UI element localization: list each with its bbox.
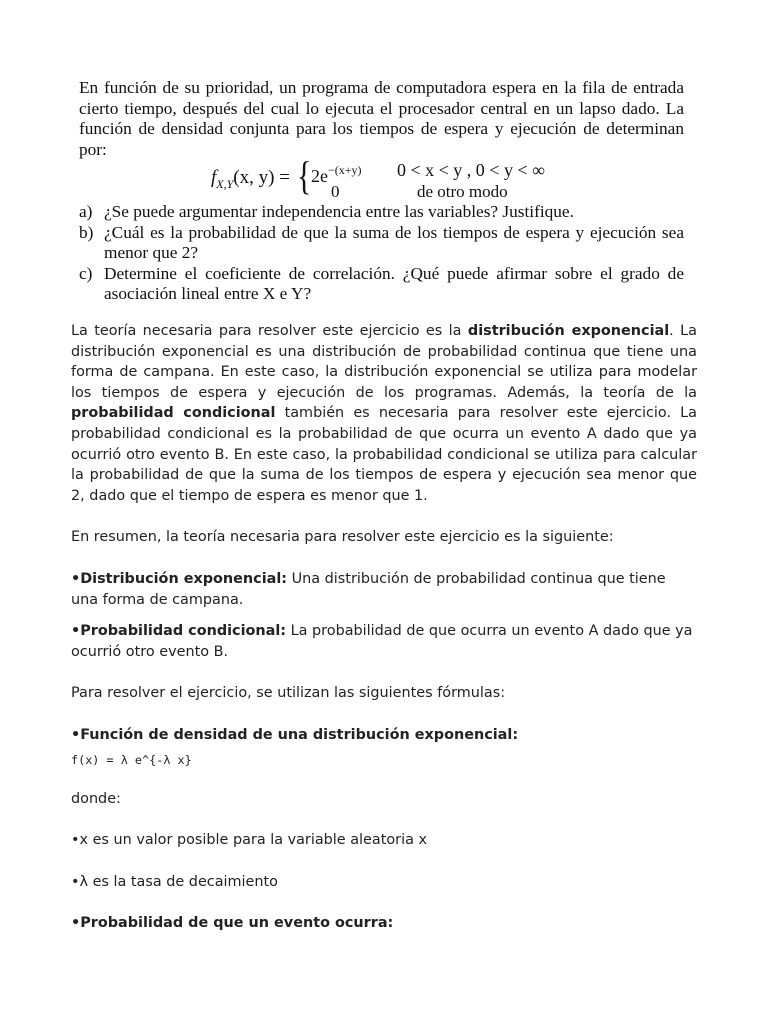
bullet-exponential: •Distribución exponencial: Una distribución de probabilidad continua que tiene una forma de campana. (71, 570, 666, 608)
formula-brace: { (297, 153, 312, 198)
bullet-conditional: •Probabilidad condicional: La probabilidad de que ocurra un evento A dado que ya ocurrió otro evento B. (71, 623, 693, 660)
formula-case1-value: $2e^{-(x+y)}$ (311, 163, 362, 186)
bullet-x-definition: •x es un valor posible para la variable aleatoria x (71, 832, 427, 849)
bullet-density-function: •Función de densidad de una distribución exponencial: (71, 726, 519, 743)
formula-case1-condition: 0 < x < y , 0 < y < ∞ (397, 160, 545, 180)
problem-item-c: c) Determine el coeficiente de correlación. ¿Qué puede afirmar sobre el grado de asociación lineal entre X e Y? (79, 263, 684, 303)
joint-density-formula (79, 153, 684, 201)
formula-case2-condition: de otro modo (417, 182, 508, 201)
bullet-lambda-definition: •λ es la tasa de decaimiento (71, 873, 278, 890)
formulas-intro: Para resolver el ejercicio, se utilizan las siguientes fórmulas: (71, 685, 506, 702)
theory-paragraph: La teoría necesaria para resolver este ejercicio es la distribución exponencial. La distribución exponencial es una distribución de probabilidad continua que tiene una forma de campana. En este caso, la distribución exponencial se utiliza para modelar los tiempos de espera y ejecución de los programas. Además, la teoría de la probabilidad condicional también es necesaria para resolver este ejercicio. La probabilidad condicional es la probabilidad de que ocurra un evento A dado que ya ocurrió otro evento B. En este caso, la probabilidad condicional se utiliza para calcular la probabilidad de que la suma de los tiempos de espera y ejecución sea menor que 2, dado que el tiempo de espera es menor que 1. (71, 323, 698, 504)
problem-item-a: a) ¿Se puede argumentar independencia entre las variables? Justifique. (79, 202, 574, 221)
summary-paragraph: En resumen, la teoría necesaria para resolver este ejercicio es la siguiente: (71, 529, 614, 546)
problem-item-b: b) ¿Cuál es la probabilidad de que la suma de los tiempos de espera y ejecución sea menor que 2? (79, 222, 684, 262)
donde-label: donde: (71, 790, 121, 807)
formula-lhs: $f_{X,Y}(x$, y) = (211, 167, 290, 191)
density-code-line: f(x) = λ e^{-λ x} (71, 752, 192, 767)
formula-case2-value: 0 (331, 182, 340, 201)
bullet-event-probability: •Probabilidad de que un evento ocurra: (71, 915, 394, 932)
problem-intro: En función de su prioridad, un programa de computadora espera en la fila de entrada cierto tiempo, después del cual lo ejecuta el procesador central en un lapso dado. La función de densidad conjunta para los tiempos de espera y ejecución de determinan por: (79, 78, 684, 159)
problem-items (79, 202, 684, 305)
answer-body (71, 321, 697, 934)
problem-statement (79, 78, 684, 305)
